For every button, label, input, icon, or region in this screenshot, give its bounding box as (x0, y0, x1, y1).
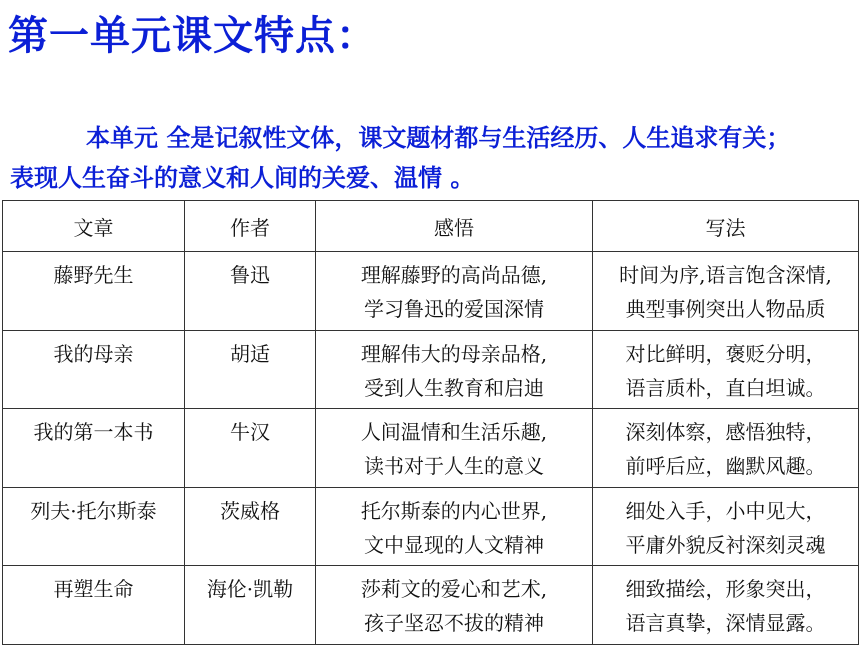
article-cell: 列夫·托尔斯泰 (3, 487, 185, 566)
summary-table (2, 200, 859, 645)
page-title: 第一单元课文特点： (8, 13, 377, 59)
method-cell: 时间为序,语言饱含深情, 典型事例突出人物品质 (593, 252, 859, 331)
header-article: 文章 (3, 201, 185, 252)
table-row (3, 487, 859, 566)
author-cell: 胡适 (185, 330, 316, 409)
article-cell: 藤野先生 (3, 252, 185, 331)
article-cell: 再塑生命 (3, 566, 185, 645)
header-method: 写法 (593, 201, 859, 252)
intro-paragraph: 本单元 全是记叙性文体，课文题材都与生活经历、人生追求有关；表现人生奋斗的意义和人间的关爱、温情 。 (10, 124, 791, 192)
insight-cell: 人间温情和生活乐趣, 读书对于人生的意义 (316, 409, 593, 488)
insight-cell: 莎莉文的爱心和艺术, 孩子坚忍不拔的精神 (316, 566, 593, 645)
table-row (3, 566, 859, 645)
author-cell: 海伦·凯勒 (185, 566, 316, 645)
insight-cell: 理解伟大的母亲品格, 受到人生教育和启迪 (316, 330, 593, 409)
table-row (3, 252, 859, 331)
method-cell: 深刻体察，感悟独特， 前呼后应，幽默风趣。 (593, 409, 859, 488)
author-cell: 茨威格 (185, 487, 316, 566)
table-header-row (3, 201, 859, 252)
method-cell: 细致描绘，形象突出， 语言真挚，深情显露。 (593, 566, 859, 645)
article-cell: 我的母亲 (3, 330, 185, 409)
method-cell: 对比鲜明，褒贬分明， 语言质朴，直白坦诚。 (593, 330, 859, 409)
insight-cell: 托尔斯泰的内心世界, 文中显现的人文精神 (316, 487, 593, 566)
author-cell: 鲁迅 (185, 252, 316, 331)
insight-cell: 理解藤野的高尚品德, 学习鲁迅的爱国深情 (316, 252, 593, 331)
author-cell: 牛汉 (185, 409, 316, 488)
table-row (3, 330, 859, 409)
header-insight: 感悟 (316, 201, 593, 252)
method-cell: 细处入手，小中见大， 平庸外貌反衬深刻灵魂 (593, 487, 859, 566)
table-row (3, 409, 859, 488)
header-author: 作者 (185, 201, 316, 252)
article-cell: 我的第一本书 (3, 409, 185, 488)
